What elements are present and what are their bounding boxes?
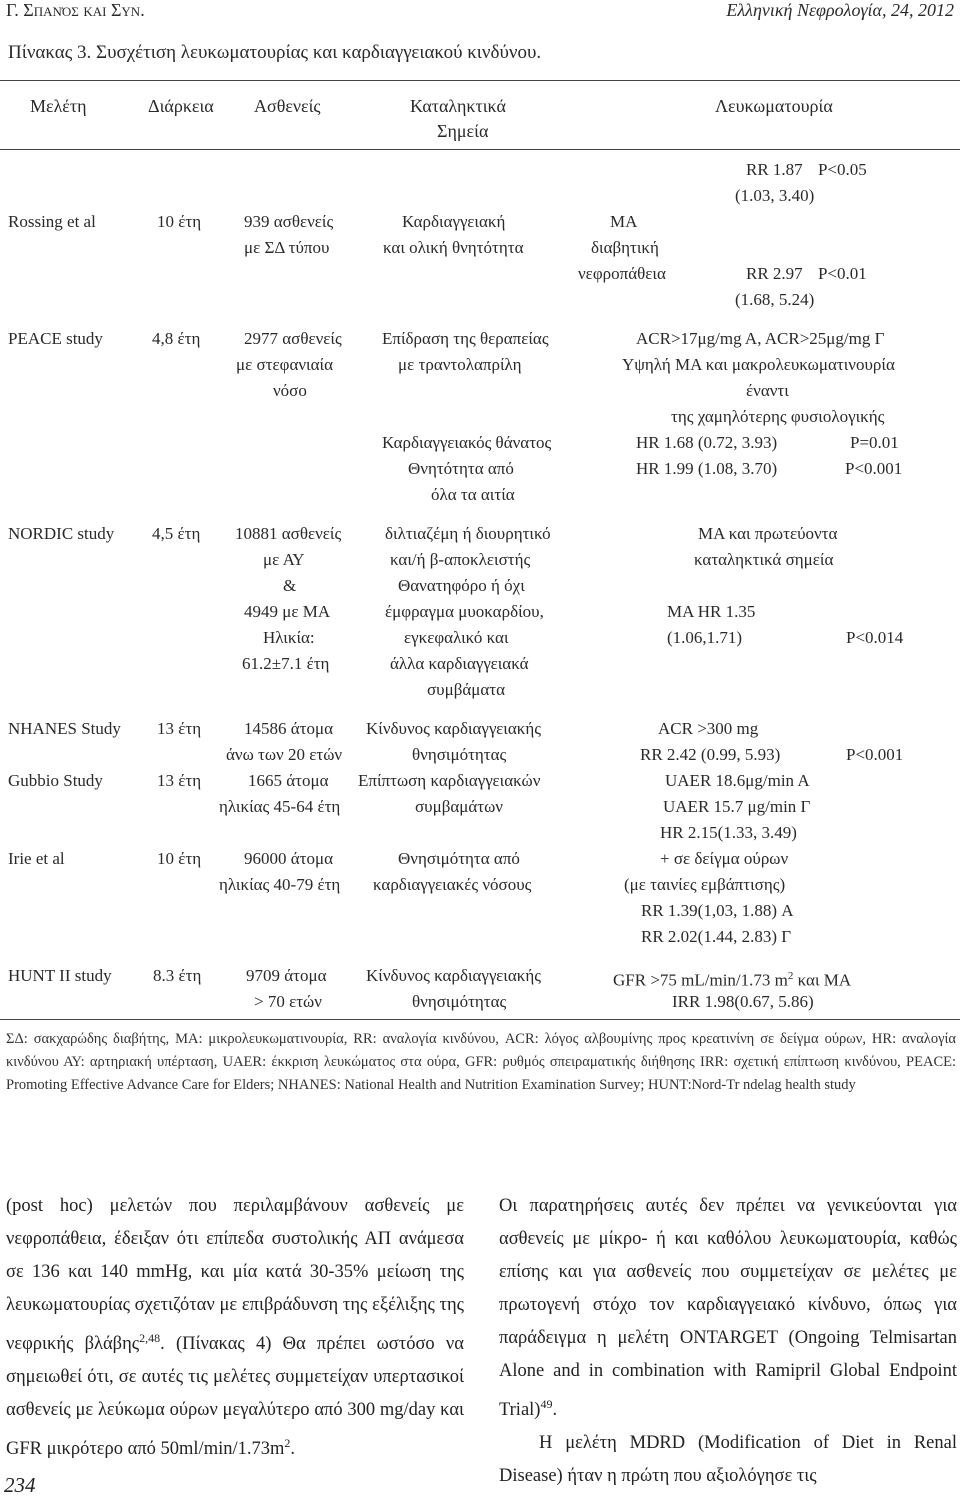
irie-study: Irie et al <box>8 849 65 868</box>
peace-p2: P<0.001 <box>845 459 903 478</box>
right-paragraph-1 <box>499 1190 957 1427</box>
peace-albuminuria-3: έναντι <box>746 381 789 400</box>
irie-endpoint: Θνησιμότητα από <box>398 849 520 868</box>
rossing-condition-3: νεφροπάθεια <box>578 264 666 283</box>
peace-hr2: HR 1.99 (1.08, 3.70) <box>636 459 778 478</box>
nhanes-p: P<0.001 <box>846 745 904 764</box>
nordic-endpoint-3: Θανατηφόρο ή όχι <box>398 576 525 595</box>
peace-patients-2: με στεφανιαία <box>236 355 334 374</box>
nordic-patients-3: & <box>283 576 297 595</box>
hunt-albuminuria-sup: 2 <box>787 970 794 982</box>
left-text-part3: . <box>290 1439 296 1460</box>
rossing-condition-2: διαβητική <box>591 238 659 257</box>
rossing-endpoint: Καρδιαγγειακή <box>402 212 506 231</box>
gubbio-endpoint: Επίπτωση καρδιαγγειακών <box>358 771 541 790</box>
nordic-albuminuria: ΜΑ και πρωτεύοντα <box>698 524 838 543</box>
nordic-endpoint: διλτιαζέμη ή διουρητικό <box>385 524 551 543</box>
nhanes-endpoint-2: θνησιμότητας <box>412 745 507 764</box>
peace-albuminuria: ACR>17μg/mg A, ACR>25μg/mg Γ <box>636 329 885 348</box>
left-text-part2: . (Πίνακας 4) Θα πρέπει ωστόσο να σημειωθεί ότι, σε αυτές τις μελέτες συμμετείχαν υπερτασικοί ασθενείς με λεύκωμα ούρων μεγαλύτερο από 300 mg/day και GFR μικρότερο από 50ml/min/1.73m <box>6 1334 464 1460</box>
nhanes-patients: 14586 άτομα <box>244 719 334 738</box>
peace-endpoint: Επίδραση της θεραπείας <box>382 329 549 348</box>
rossing-endpoint-2: και ολική θνητότητα <box>383 238 524 257</box>
right-ref-sup: 49 <box>540 1397 553 1411</box>
col-header-albuminuria: Λευκωματουρία <box>715 96 833 116</box>
peace-hr1: HR 1.68 (0.72, 3.93) <box>636 433 778 452</box>
hunt-albuminuria-ma: και ΜΑ <box>793 970 852 990</box>
peace-p1: P=0.01 <box>850 433 899 452</box>
col-header-study: Μελέτη <box>30 96 87 116</box>
table-title: Πίνακας 3. Συσχέτιση λευκωματουρίας και καρδιαγγειακού κινδύνου. <box>8 42 542 63</box>
nordic-patients-5: Ηλικία: <box>263 628 315 647</box>
hunt-albuminuria-gfr: GFR >75 mL/min/1.73 m <box>613 970 788 990</box>
rossing-patients: 939 ασθενείς <box>244 212 334 231</box>
rossing-p1: P<0.05 <box>818 160 867 179</box>
nordic-albuminuria-4: (1.06,1.71) <box>667 628 743 647</box>
nhanes-albuminuria-2: RR 2.42 (0.99, 5.93) <box>640 745 781 764</box>
hunt-patients-2: > 70 ετών <box>254 992 322 1011</box>
col-header-duration: Διάρκεια <box>148 96 214 116</box>
left-text-column <box>6 1190 464 1466</box>
nordic-p: P<0.014 <box>846 628 904 647</box>
nordic-patients-6: 61.2±7.1 έτη <box>242 654 330 673</box>
gubbio-endpoint-2: συμβαμάτων <box>415 797 503 816</box>
nordic-albuminuria-3: ΜΑ HR 1.35 <box>667 602 756 621</box>
peace-patients: 2977 ασθενείς <box>244 329 342 348</box>
peace-endpoint-4: Θνητότητα από <box>408 459 514 478</box>
rossing-p2: P<0.01 <box>818 264 867 283</box>
irie-duration: 10 έτη <box>157 849 202 868</box>
peace-albuminuria-2: Υψηλή ΜΑ και μακρολευκωματινουρία <box>622 355 895 374</box>
gubbio-patients: 1665 άτομα <box>248 771 329 790</box>
running-header-journal: Ελληνική Νεφρολογία, 24, 2012 <box>726 0 954 20</box>
hunt-study: HUNT II study <box>8 966 112 985</box>
nordic-endpoint-2: και/ή β-αποκλειστής <box>390 550 531 569</box>
col-header-endpoints-line2: Σημεία <box>437 121 489 141</box>
right-paragraph-2: Η μελέτη MDRD (Modification of Diet in Renal Disease) ήταν η πρώτη που αξιολόγησε τις <box>499 1433 957 1487</box>
nordic-study: NORDIC study <box>8 524 115 543</box>
rossing-ci1: (1.03, 3.40) <box>735 186 815 205</box>
table-top-rule <box>0 80 960 81</box>
irie-albuminuria: + σε δείγμα ούρων <box>660 849 789 868</box>
rossing-rr1: RR 1.87 <box>746 160 803 179</box>
col-header-endpoints: Καταληκτικά <box>410 96 506 116</box>
peace-patients-3: νόσο <box>273 381 307 400</box>
hunt-patients: 9709 άτομα <box>246 966 327 985</box>
col-header-patients: Ασθενείς <box>254 96 321 116</box>
gubbio-study: Gubbio Study <box>8 771 103 790</box>
nhanes-patients-2: άνω των 20 ετών <box>226 745 343 764</box>
nhanes-study: NHANES Study <box>8 719 121 738</box>
peace-albuminuria-4: της χαμηλότερης φυσιολογικής <box>671 407 885 426</box>
nhanes-duration: 13 έτη <box>157 719 202 738</box>
nordic-endpoint-6: άλλα καρδιαγγειακά <box>390 654 529 673</box>
rossing-study: Rossing et al <box>8 212 96 231</box>
nordic-patients-2: με ΑΥ <box>263 550 305 569</box>
irie-patients: 96000 άτομα <box>244 849 334 868</box>
nordic-endpoint-7: συμβάματα <box>427 680 506 699</box>
irie-endpoint-2: καρδιαγγειακές νόσους <box>373 875 532 894</box>
left-unit-sup: 2 <box>284 1436 291 1451</box>
peace-study: PEACE study <box>8 329 103 348</box>
left-text-part1: (post hoc) μελετών που περιλαμβάνουν ασθενείς με νεφροπάθεια, έδειξαν ότι επίπεδα συστολικής ΑΠ ανάμεσα σε 136 και 140 mmHg, και μία κατά 30-35% μείωση της λευκωματουρίας σχετιζόταν με επιβράδυνση της εξέλιξης της νεφρικής βλάβης <box>6 1196 464 1355</box>
header-bottom-rule <box>0 149 960 150</box>
hunt-albuminuria-2: IRR 1.98(0.67, 5.86) <box>672 992 814 1011</box>
left-paragraph <box>6 1190 464 1466</box>
nhanes-albuminuria: ACR >300 mg <box>658 719 759 738</box>
right-p1-end: . <box>552 1400 558 1421</box>
peace-duration: 4,8 έτη <box>152 329 201 348</box>
nordic-patients: 10881 ασθενείς <box>235 524 342 543</box>
rossing-duration: 10 έτη <box>157 212 202 231</box>
page-number: 234 <box>4 1473 36 1497</box>
hunt-endpoint: Κίνδυνος καρδιαγγειακής <box>366 966 541 985</box>
peace-endpoint-3: Καρδιαγγειακός θάνατος <box>382 433 552 452</box>
irie-albuminuria-2: (με ταινίες εμβάπτισης) <box>624 875 786 894</box>
hunt-endpoint-2: θνησιμότητας <box>412 992 507 1011</box>
gubbio-duration: 13 έτη <box>157 771 202 790</box>
irie-albuminuria-3: RR 1.39(1,03, 1.88) Α <box>641 901 794 920</box>
nordic-albuminuria-2: καταληκτικά σημεία <box>694 550 834 569</box>
irie-patients-2: ηλικίας 40-79 έτη <box>219 875 341 894</box>
running-header-authors: Γ. Σπανός και Συν. <box>6 0 145 20</box>
right-p1-text: Οι παρατηρήσεις αυτές δεν πρέπει να γενικεύονται για ασθενείς με μίκρο- ή και καθόλου λευκωματουρία, καθώς επίσης και για ασθενείς που συμμετείχαν σε μελέτες με πρωτογενή στόχο τον καρδιαγγειακό κίνδυνο, όπως για παράδειγμα η μελέτη ONTARGET (Ongoing Telmisartan Alone and in combination with Ramipril Global Endpoint Trial) <box>499 1196 957 1421</box>
nordic-endpoint-5: εγκεφαλικό και <box>404 628 509 647</box>
nhanes-endpoint: Κίνδυνος καρδιαγγειακής <box>366 719 541 738</box>
gubbio-patients-2: ηλικίας 45-64 έτη <box>219 797 341 816</box>
rossing-ci2: (1.68, 5.24) <box>735 290 815 309</box>
peace-endpoint-5: όλα τα αιτία <box>431 485 515 504</box>
gubbio-albuminuria-3: HR 2.15(1.33, 3.49) <box>660 823 797 842</box>
left-ref-sup: 2,48 <box>139 1331 161 1345</box>
gubbio-albuminuria: UAER 18.6μg/min A <box>665 771 810 790</box>
nordic-duration: 4,5 έτη <box>152 524 201 543</box>
nordic-endpoint-4: έμφραγμα μυοκαρδίου, <box>385 602 544 621</box>
rossing-patients-2: με ΣΔ τύπου <box>244 238 330 257</box>
gubbio-albuminuria-2: UAER 15.7 μg/min Γ <box>663 797 811 816</box>
rossing-rr2: RR 2.97 <box>746 264 803 283</box>
table-footnote: ΣΔ: σακχαρώδης διαβήτης, ΜΑ: μικρολευκωματινουρία, RR: αναλογία κινδύνου, ACR: λόγος αλβουμίνης προς κρεατινίνη σε δείγμα ούρων, HR: αναλογία κινδύνου ΑΥ: αρτηριακή υπέρταση, UAER: έκκριση λευκώματος στα ούρα, GFR: ρυθμός σπειραματικής διήθησης IRR: σχετική επίπτωση κινδύνου, PEACE: Promoting Effective Advance Care for Elders; NHANES: National Health and Nutrition Examination Survey; HUNT:Nord-Tr ndelag health study <box>6 1031 956 1093</box>
peace-endpoint-2: με τραντολαπρίλη <box>398 355 522 374</box>
irie-albuminuria-4: RR 2.02(1.44, 2.83) Γ <box>641 927 792 946</box>
nordic-patients-4: 4949 με ΜΑ <box>244 602 331 621</box>
hunt-duration: 8.3 έτη <box>153 966 202 985</box>
table-bottom-rule <box>0 1019 960 1020</box>
right-text-column <box>499 1190 957 1493</box>
rossing-condition: ΜΑ <box>610 212 638 231</box>
